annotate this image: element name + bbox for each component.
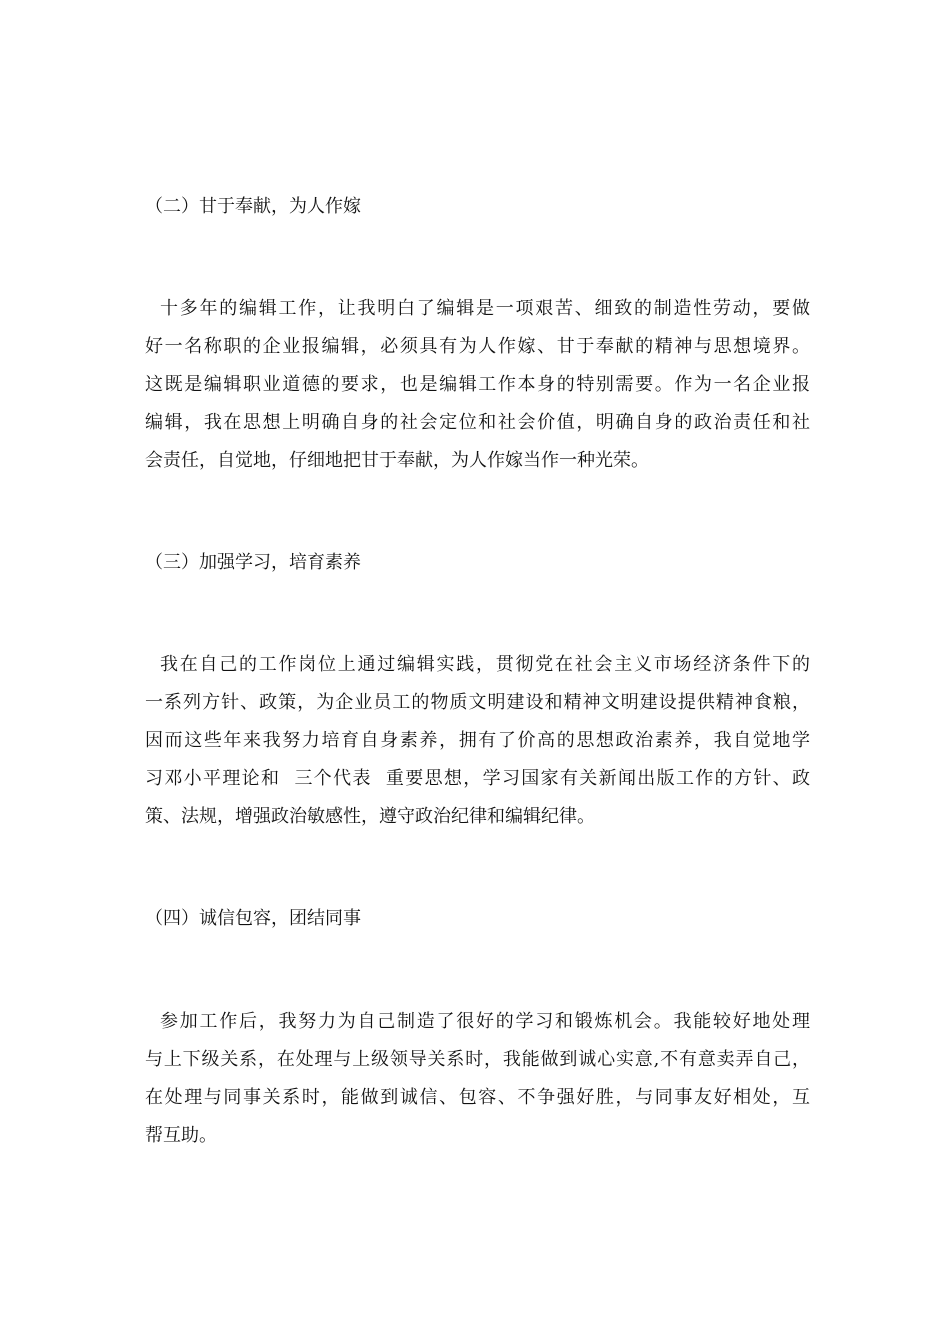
paragraph-line: 一系列方针、政策，为企业员工的物质文明建设和精神文明建设提供精神食粮， bbox=[145, 692, 810, 713]
paragraph-line: 编辑，我在思想上明确自身的社会定位和社会价值，明确自身的政治责任和社 bbox=[145, 412, 810, 433]
section-heading-3: （三）加强学习，培育素养 bbox=[145, 552, 361, 573]
paragraph-line: 参加工作后，我努力为自己制造了很好的学习和锻炼机会。我能较好地处理 bbox=[145, 1011, 810, 1032]
section-heading-4: （四）诚信包容，团结同事 bbox=[145, 908, 361, 929]
paragraph-line: 与上下级关系，在处理与上级领导关系时，我能做到诚心实意,不有意卖弄自己， bbox=[145, 1049, 810, 1070]
section-paragraph-4 bbox=[145, 1003, 810, 1155]
section-paragraph-2 bbox=[145, 290, 810, 480]
paragraph-line: 十多年的编辑工作，让我明白了编辑是一项艰苦、细致的制造性劳动，要做 bbox=[145, 298, 810, 319]
paragraph-line: 在处理与同事关系时，能做到诚信、包容、不争强好胜，与同事友好相处，互 bbox=[145, 1087, 810, 1108]
paragraph-line: 习邓小平理论和 三个代表 重要思想，学习国家有关新闻出版工作的方针、政 bbox=[145, 768, 810, 789]
paragraph-line: 好一名称职的企业报编辑，必须具有为人作嫁、甘于奉献的精神与思想境界。 bbox=[145, 336, 810, 357]
paragraph-line: 我在自己的工作岗位上通过编辑实践，贯彻党在社会主义市场经济条件下的 bbox=[145, 654, 810, 675]
paragraph-line: 会责任，自觉地，仔细地把甘于奉献，为人作嫁当作一种光荣。 bbox=[145, 450, 649, 471]
section-heading-2: （二）甘于奉献，为人作嫁 bbox=[145, 196, 361, 217]
paragraph-line: 帮互助。 bbox=[145, 1125, 217, 1146]
paragraph-line: 这既是编辑职业道德的要求，也是编辑工作本身的特别需要。作为一名企业报 bbox=[145, 374, 810, 395]
paragraph-line: 因而这些年来我努力培育自身素养，拥有了价高的思想政治素养，我自觉地学 bbox=[145, 730, 810, 751]
paragraph-line: 策、法规，增强政治敏感性，遵守政治纪律和编辑纪律。 bbox=[145, 806, 595, 827]
section-paragraph-3 bbox=[145, 646, 810, 836]
